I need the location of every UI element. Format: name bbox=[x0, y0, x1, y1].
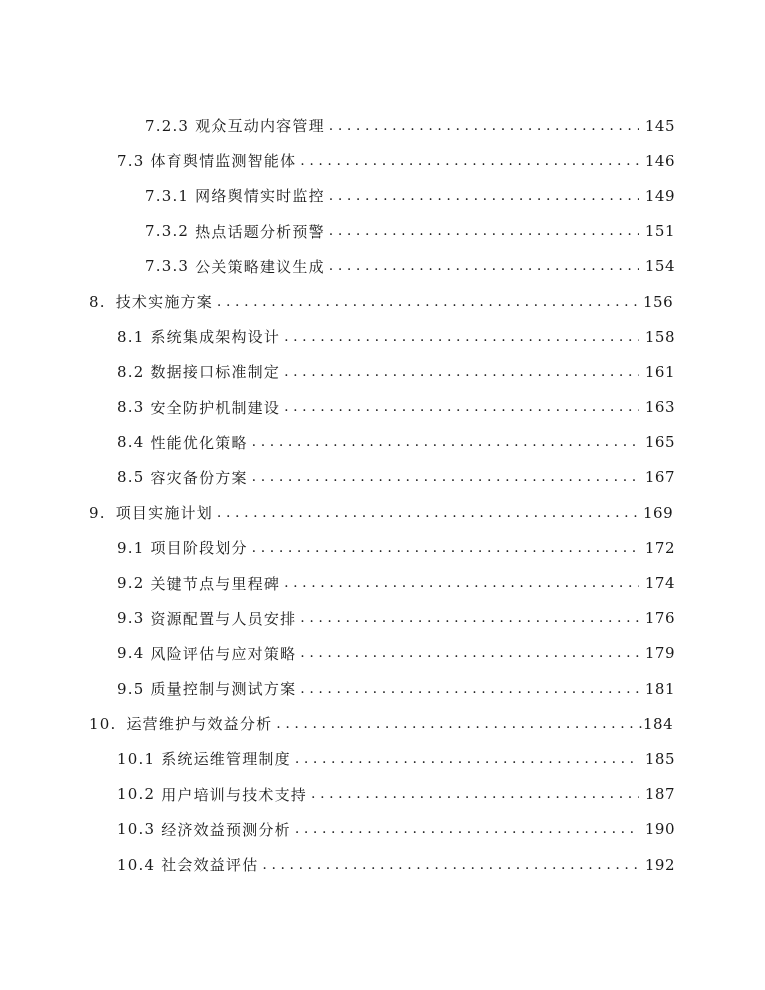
toc-entry-number: 7.3.3 bbox=[145, 257, 190, 276]
toc-entry-page: 172 bbox=[644, 538, 675, 557]
toc-entry-title: 安全防护机制建设 bbox=[150, 398, 281, 417]
toc-entry-title: 经济效益预测分析 bbox=[161, 820, 291, 839]
toc-entry[interactable] bbox=[0, 284, 765, 319]
toc-entry[interactable] bbox=[0, 425, 765, 460]
toc-entry-page: 161 bbox=[644, 362, 675, 381]
toc-entry-number: 7.3.1 bbox=[145, 186, 190, 205]
toc-leader-dots bbox=[329, 188, 639, 204]
toc-leader-dots bbox=[300, 153, 639, 169]
toc-entry[interactable] bbox=[0, 460, 765, 495]
toc-entry[interactable] bbox=[0, 214, 765, 249]
toc-entry[interactable] bbox=[0, 636, 765, 671]
toc-entry-number: 7.3.2 bbox=[145, 222, 190, 241]
toc-entry[interactable] bbox=[0, 108, 765, 143]
toc-entry-page: 163 bbox=[644, 398, 675, 417]
toc-leader-dots bbox=[300, 610, 639, 626]
toc-entry-number: 10. bbox=[89, 714, 117, 733]
toc-leader-dots bbox=[329, 223, 639, 239]
toc-entry-title: 质量控制与测试方案 bbox=[150, 680, 297, 699]
toc-entry-title: 容灾备份方案 bbox=[150, 468, 248, 487]
toc-entry-number: 9. bbox=[89, 503, 106, 522]
toc-leader-dots bbox=[284, 399, 639, 415]
toc-entry-number: 7.3 bbox=[117, 151, 145, 170]
toc-entry-number: 9.1 bbox=[117, 538, 145, 557]
toc-entry-number: 9.5 bbox=[117, 679, 145, 698]
toc-entry-page: 158 bbox=[644, 327, 675, 346]
toc-entry-title: 社会效益评估 bbox=[161, 856, 259, 875]
toc-entry-number: 10.1 bbox=[117, 749, 156, 768]
toc-entry-page: 192 bbox=[644, 855, 675, 874]
table-of-contents bbox=[0, 108, 765, 882]
toc-entry-page: 156 bbox=[643, 292, 674, 311]
toc-entry-page: 154 bbox=[644, 257, 675, 276]
toc-leader-dots bbox=[329, 258, 639, 274]
toc-entry-title: 热点话题分析预警 bbox=[195, 222, 325, 241]
toc-leader-dots bbox=[284, 364, 639, 380]
toc-entry[interactable] bbox=[0, 178, 765, 213]
toc-entry[interactable] bbox=[0, 249, 765, 284]
toc-entry[interactable] bbox=[0, 671, 765, 706]
toc-entry-number: 7.2.3 bbox=[145, 116, 190, 135]
toc-leader-dots bbox=[295, 751, 639, 767]
toc-entry[interactable] bbox=[0, 777, 765, 812]
toc-entry-page: 169 bbox=[643, 503, 674, 522]
toc-entry-page: 190 bbox=[644, 820, 675, 839]
toc-entry-title: 观众互动内容管理 bbox=[195, 117, 325, 136]
toc-entry-title: 网络舆情实时监控 bbox=[195, 187, 325, 206]
toc-entry-page: 151 bbox=[644, 222, 675, 241]
toc-entry-title: 项目实施计划 bbox=[115, 504, 213, 523]
toc-entry-page: 146 bbox=[644, 151, 675, 170]
toc-entry[interactable] bbox=[0, 565, 765, 600]
toc-leader-dots bbox=[300, 681, 639, 697]
toc-entry[interactable] bbox=[0, 530, 765, 565]
toc-entry-page: 179 bbox=[644, 644, 675, 663]
toc-entry-page: 165 bbox=[644, 433, 675, 452]
toc-leader-dots bbox=[300, 645, 639, 661]
toc-leader-dots bbox=[311, 786, 639, 802]
toc-entry-page: 184 bbox=[643, 714, 674, 733]
toc-entry-title: 数据接口标准制定 bbox=[150, 363, 281, 382]
toc-entry-number: 10.4 bbox=[117, 855, 156, 874]
toc-entry-page: 176 bbox=[644, 609, 675, 628]
toc-entry[interactable] bbox=[0, 143, 765, 178]
toc-leader-dots bbox=[284, 329, 639, 345]
toc-entry-page: 167 bbox=[644, 468, 675, 487]
toc-entry-title: 运营维护与效益分析 bbox=[126, 715, 273, 734]
toc-leader-dots bbox=[262, 857, 639, 873]
toc-leader-dots bbox=[252, 469, 639, 485]
toc-entry-number: 8.2 bbox=[117, 362, 145, 381]
toc-entry-number: 10.2 bbox=[117, 785, 156, 804]
toc-leader-dots bbox=[329, 118, 639, 134]
toc-entry-number: 8.3 bbox=[117, 398, 145, 417]
toc-leader-dots bbox=[295, 821, 639, 837]
toc-entry[interactable] bbox=[0, 495, 765, 530]
toc-entry-title: 系统集成架构设计 bbox=[150, 328, 281, 347]
toc-entry-number: 9.4 bbox=[117, 644, 145, 663]
toc-entry-page: 181 bbox=[644, 679, 675, 698]
toc-entry[interactable] bbox=[0, 847, 765, 882]
toc-leader-dots bbox=[276, 716, 643, 732]
toc-entry-page: 145 bbox=[644, 116, 675, 135]
toc-entry-title: 项目阶段划分 bbox=[150, 539, 248, 558]
toc-entry-title: 技术实施方案 bbox=[115, 293, 213, 312]
toc-leader-dots bbox=[252, 434, 639, 450]
toc-entry-title: 风险评估与应对策略 bbox=[150, 644, 297, 663]
toc-entry-title: 系统运维管理制度 bbox=[161, 750, 291, 769]
toc-entry[interactable] bbox=[0, 601, 765, 636]
toc-entry[interactable] bbox=[0, 319, 765, 354]
toc-entry-title: 公关策略建议生成 bbox=[195, 257, 325, 276]
toc-entry-number: 8.5 bbox=[117, 468, 145, 487]
toc-entry-number: 8. bbox=[89, 292, 106, 311]
toc-entry-page: 174 bbox=[644, 574, 675, 593]
toc-entry-title: 性能优化策略 bbox=[150, 433, 248, 452]
toc-entry-title: 关键节点与里程碑 bbox=[150, 574, 281, 593]
toc-leader-dots bbox=[217, 505, 643, 521]
toc-leader-dots bbox=[217, 294, 643, 310]
toc-entry[interactable] bbox=[0, 706, 765, 741]
toc-entry-title: 用户培训与技术支持 bbox=[161, 785, 308, 804]
toc-leader-dots bbox=[252, 540, 639, 556]
toc-entry-number: 8.4 bbox=[117, 433, 145, 452]
toc-leader-dots bbox=[284, 575, 639, 591]
toc-entry-number: 8.1 bbox=[117, 327, 145, 346]
toc-entry-title: 资源配置与人员安排 bbox=[150, 609, 297, 628]
toc-entry[interactable] bbox=[0, 390, 765, 425]
toc-entry-title: 体育舆情监测智能体 bbox=[150, 152, 297, 171]
toc-entry[interactable] bbox=[0, 741, 765, 776]
toc-entry[interactable] bbox=[0, 812, 765, 847]
toc-entry-page: 185 bbox=[644, 749, 675, 768]
toc-entry-number: 10.3 bbox=[117, 820, 156, 839]
toc-entry[interactable] bbox=[0, 354, 765, 389]
toc-entry-number: 9.2 bbox=[117, 574, 145, 593]
toc-entry-page: 149 bbox=[644, 186, 675, 205]
toc-entry-page: 187 bbox=[644, 785, 675, 804]
toc-entry-number: 9.3 bbox=[117, 609, 145, 628]
